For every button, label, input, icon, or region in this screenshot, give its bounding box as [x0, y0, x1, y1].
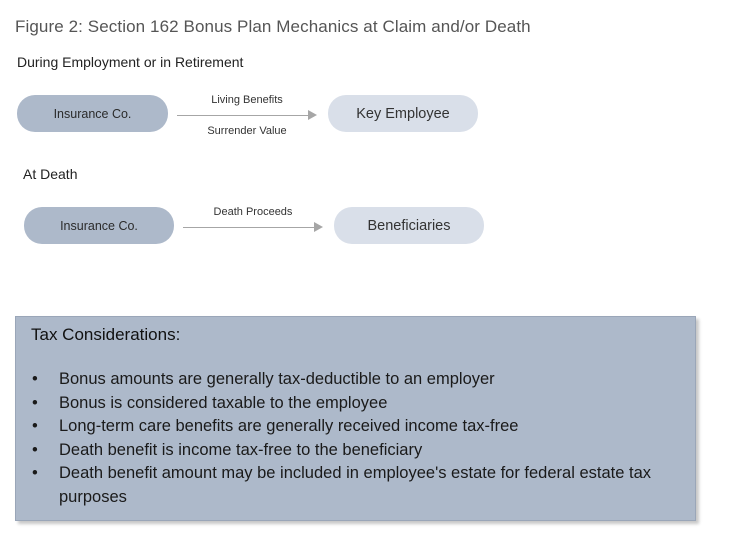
arrow-label-living-benefits: Living Benefits — [211, 94, 283, 106]
arrow-label-death-proceeds: Death Proceeds — [213, 206, 293, 218]
tax-considerations-title: Tax Considerations: — [31, 325, 181, 344]
node-insurance-co-2: Insurance Co. — [24, 207, 174, 244]
section-label-employment: During Employment or in Retirement — [17, 54, 244, 70]
tax-item: • Death benefit is income tax-free to the beneficiary — [30, 439, 681, 463]
arrow-employment — [177, 115, 315, 116]
node-key-employee: Key Employee — [328, 95, 478, 132]
figure-title: Figure 2: Section 162 Bonus Plan Mechanics at Claim and/or Death — [15, 17, 531, 36]
tax-considerations-list — [30, 368, 681, 509]
arrow-label-surrender-value: Surrender Value — [207, 125, 287, 137]
arrow-death — [183, 227, 321, 228]
node-insurance-co-1: Insurance Co. — [17, 95, 168, 132]
section-label-death: At Death — [23, 166, 78, 182]
tax-item: • Bonus amounts are generally tax-deductible to an employer — [30, 368, 681, 392]
node-beneficiaries: Beneficiaries — [334, 207, 484, 244]
tax-item: • Death benefit amount may be included in employee's estate for federal estate tax purposes — [30, 462, 681, 509]
tax-item: • Bonus is considered taxable to the employee — [30, 392, 681, 416]
tax-considerations-box — [15, 316, 696, 521]
tax-item: • Long-term care benefits are generally received income tax-free — [30, 415, 681, 439]
